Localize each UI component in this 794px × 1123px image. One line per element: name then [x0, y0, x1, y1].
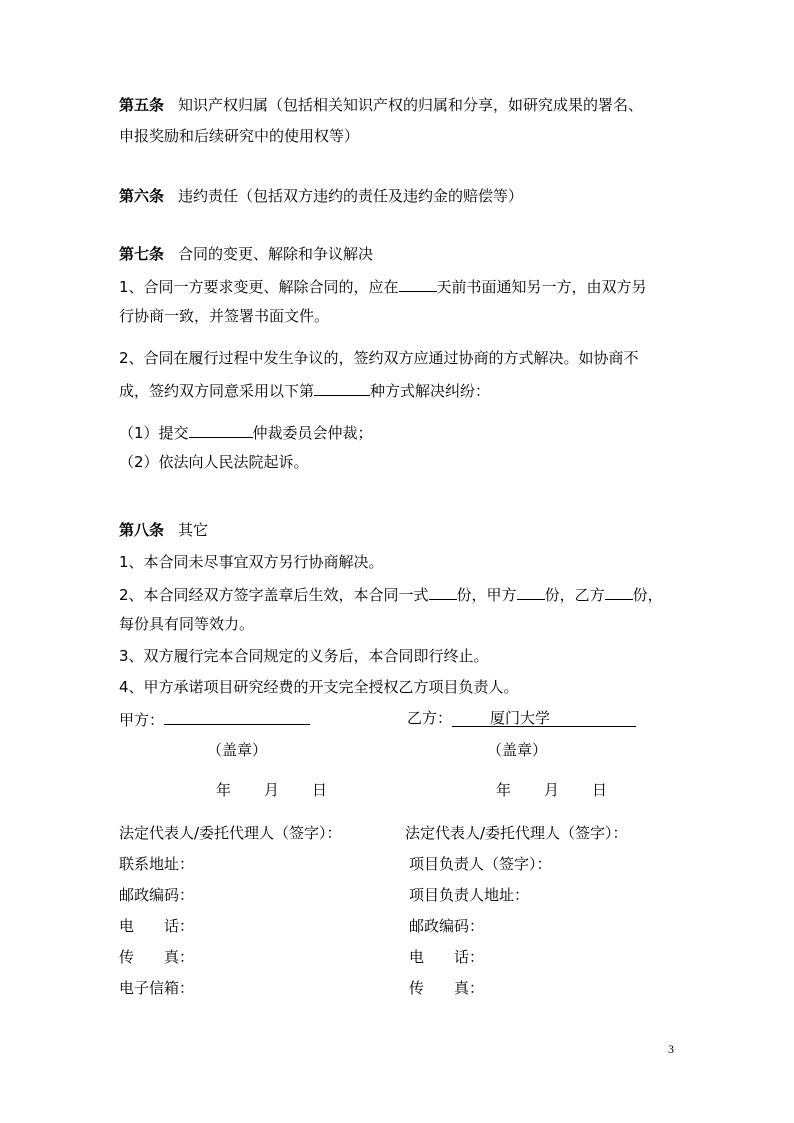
party-b-name-field[interactable]: [452, 708, 636, 727]
right-leader-field: 项目负责人（签字）：: [409, 855, 552, 873]
article-8-number: 第八条: [119, 521, 165, 539]
party-b-line: [407, 708, 636, 728]
clause-text: 份，甲方: [456, 586, 517, 604]
article-8-heading: 其它: [178, 521, 209, 539]
right-fax-field: 传 真：: [409, 979, 485, 997]
left-fax-field: 传 真：: [119, 948, 195, 966]
page-number: 3: [668, 1042, 674, 1056]
article-7-title-line: [119, 244, 373, 264]
article-8-clause-4: 4、甲方承诺项目研究经费的开支完全授权乙方项目负责人。: [119, 678, 519, 696]
article-8-clause-2-cont: 每份具有同等效力。: [119, 615, 255, 633]
clause-text: 天前书面通知另一方，由双方另: [436, 278, 647, 296]
party-a-label: 甲方：: [119, 711, 165, 729]
option-2: （2）依法向人民法院起诉。: [119, 453, 309, 471]
right-phone-field: 电 话：: [409, 948, 485, 966]
arbitration-blank[interactable]: [189, 421, 253, 438]
clause-text: 种方式解决纠纷：: [370, 382, 491, 400]
clause-text: 份，: [632, 586, 663, 604]
article-5-heading: 知识产权归属: [178, 96, 269, 114]
left-postcode-field: 邮政编码：: [119, 886, 195, 904]
article-6-line: [119, 186, 523, 206]
article-6-number: 第六条: [119, 187, 165, 205]
article-5-line-1: [119, 95, 643, 115]
article-6-desc: （包括双方违约的责任及违约金的赔偿等）: [238, 187, 524, 205]
month-label: 月: [544, 781, 560, 799]
copies-total-blank[interactable]: [429, 583, 457, 600]
day-label: 日: [312, 781, 328, 799]
article-8-clause-2: [119, 583, 663, 605]
left-address-field: 联系地址：: [119, 855, 195, 873]
article-8-clause-3: 3、双方履行完本合同规定的义务后，本合同即行终止。: [119, 647, 489, 665]
party-a-line: [119, 708, 310, 730]
option-1: [119, 421, 373, 443]
article-5-line-2: 申报奖励和后续研究中的使用权等）: [119, 127, 360, 145]
party-b-date: [496, 780, 607, 800]
days-blank[interactable]: [399, 275, 437, 292]
left-email-field: 电子信箱：: [119, 979, 195, 997]
article-7-clause-2-cont: [119, 379, 490, 401]
article-5-desc: （包括相关知识产权的归属和分享，如研究成果的署名、: [268, 96, 644, 114]
article-7-clause-1-cont: 行协商一致，并签署书面文件。: [119, 307, 330, 325]
right-rep-field: 法定代表人/委托代理人（签字）：: [405, 824, 628, 842]
article-7-clause-2: 2、合同在履行过程中发生争议的，签约双方应通过协商的方式解决。如协商不: [119, 349, 639, 367]
party-a-seal: （盖章）: [207, 741, 268, 759]
article-5-number: 第五条: [119, 96, 165, 114]
party-b-seal: （盖章）: [487, 741, 548, 759]
month-label: 月: [264, 781, 280, 799]
right-postcode-field: 邮政编码：: [409, 917, 485, 935]
year-label: 年: [496, 781, 512, 799]
clause-text: 份，乙方: [544, 586, 605, 604]
right-leader-address-field: 项目负责人地址：: [409, 886, 530, 904]
party-b-name: 厦门大学: [490, 709, 551, 727]
party-a-blank[interactable]: [164, 708, 310, 725]
clause-text: 2、本合同经双方签字盖章后生效，本合同一式: [119, 586, 429, 604]
method-blank[interactable]: [314, 379, 370, 396]
article-8-title-line: [119, 520, 208, 540]
article-7-number: 第七条: [119, 245, 165, 263]
copies-b-blank[interactable]: [605, 583, 633, 600]
party-a-date: [216, 780, 327, 800]
day-label: 日: [592, 781, 608, 799]
article-7-heading: 合同的变更、解除和争议解决: [178, 245, 374, 263]
article-7-clause-1: [119, 275, 647, 297]
left-rep-field: 法定代表人/委托代理人（签字）：: [119, 824, 342, 842]
option-text: （1）提交: [119, 424, 189, 442]
clause-text: 成，签约双方同意采用以下第: [119, 382, 315, 400]
article-6-heading: 违约责任: [178, 187, 239, 205]
party-b-label: 乙方：: [407, 709, 453, 727]
left-phone-field: 电 话：: [119, 917, 195, 935]
clause-text: 1、合同一方要求变更、解除合同的，应在: [119, 278, 399, 296]
copies-a-blank[interactable]: [517, 583, 545, 600]
option-text: 仲裁委员会仲裁；: [252, 424, 373, 442]
article-8-clause-1: 1、本合同未尽事宜双方另行协商解决。: [119, 553, 384, 571]
year-label: 年: [216, 781, 232, 799]
